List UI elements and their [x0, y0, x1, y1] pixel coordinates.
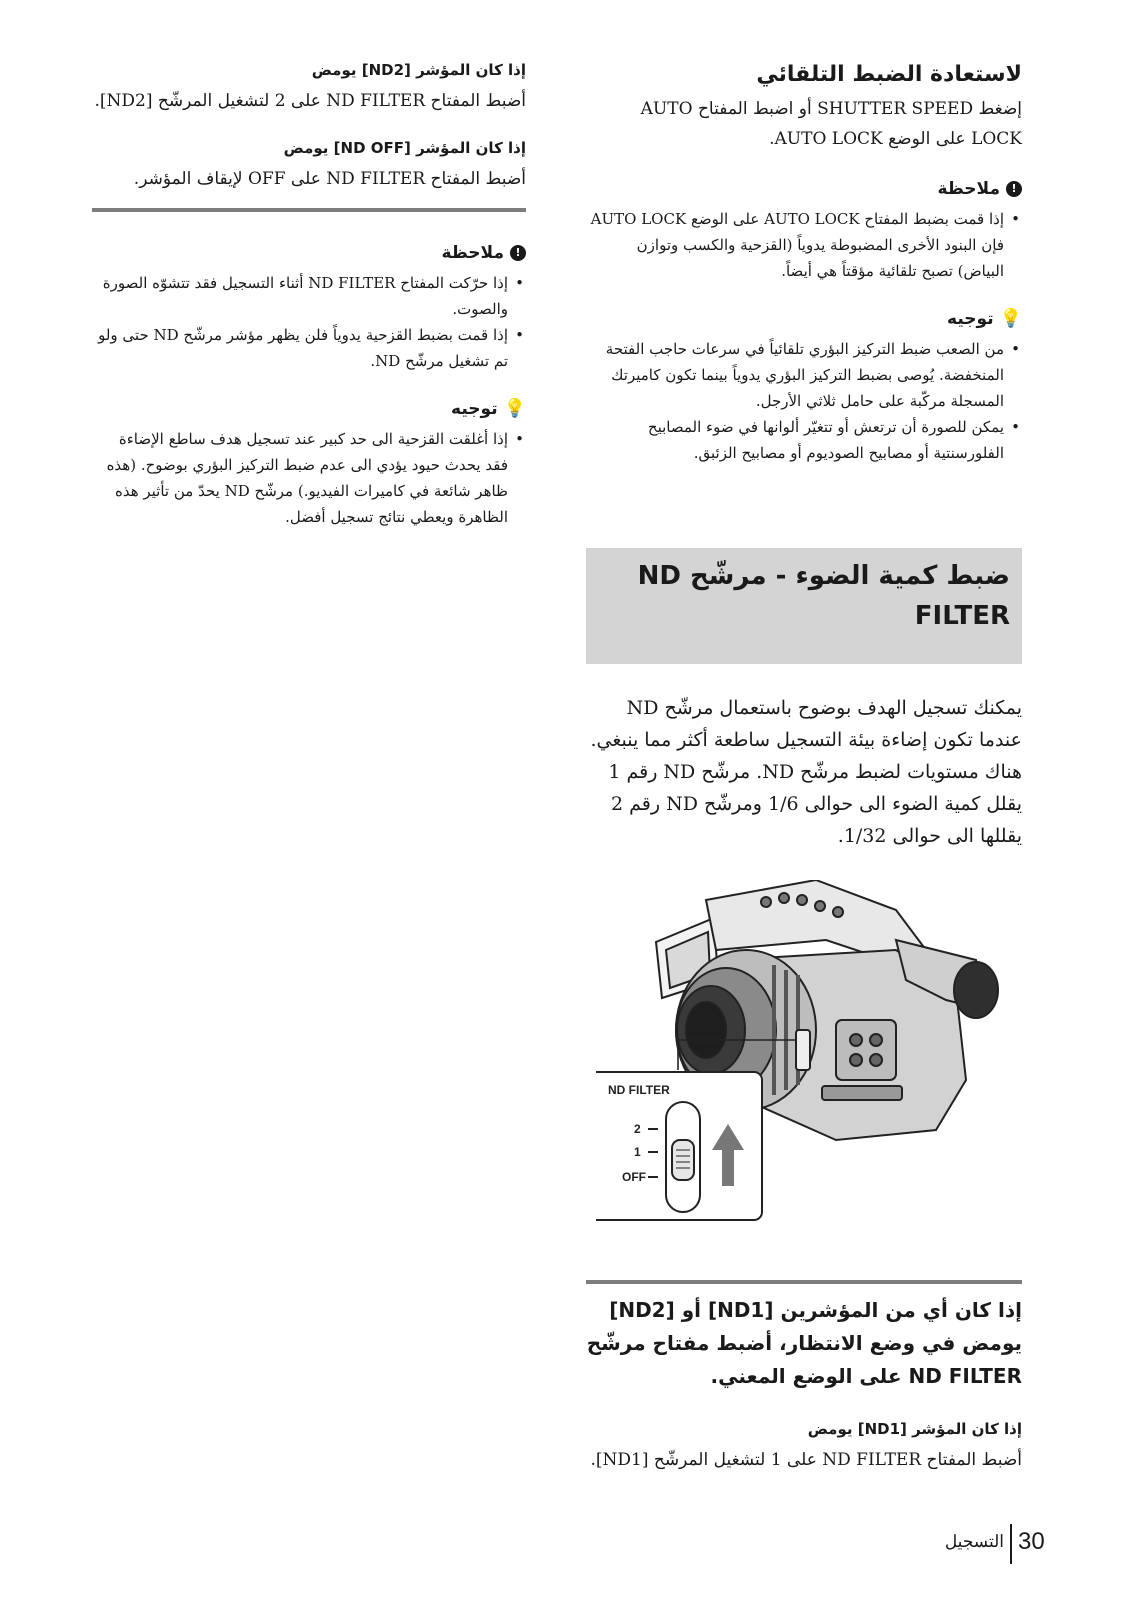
left-note-item: • إذا قمت بضبط القزحية يدوياً فلن يظهر مؤشر مرشّح ND حتى ولو تم تشغيل مرشّح ND. — [92, 322, 508, 374]
intro-text: يمكنك تسجيل الهدف بوضوح باستعمال مرشّح ND عندما تكون إضاءة بيئة التسجيل ساطعة أكثر مما ينبغي. هناك مستويات لضبط مرشّح ND. مرشّح ND رقم 1 يقلل كمية الضوء الى حوالى 1/6 ومرشّح ND رقم 2 يقللها الى حوالى 1/32. — [590, 697, 1022, 847]
left-note-item: • إذا حرّكت المفتاح ND FILTER أثناء التسجيل فقد تتشوّه الصورة والصوت. — [92, 270, 508, 322]
auto-restore-title: لاستعادة الضبط التلقائي — [756, 62, 1022, 87]
switch-position-off: OFF — [622, 1170, 646, 1184]
section-rule — [586, 1280, 1022, 1284]
switch-position-2: 2 — [634, 1122, 641, 1136]
camera-illustration — [596, 880, 1028, 1252]
left-tip-list — [92, 426, 526, 530]
ndoff-body: أضبط المفتاح ND FILTER على OFF لإيقاف المؤشر. — [133, 169, 526, 189]
tip-title: توجيه — [947, 309, 994, 329]
note-icon: ! — [510, 245, 526, 261]
page-footer — [920, 1524, 1050, 1564]
auto-restore-body: إضغط SHUTTER SPEED أو اضبط المفتاح AUTO LOCK على الوضع AUTO LOCK. — [640, 99, 1022, 149]
right-column — [586, 58, 1022, 466]
tip-heading — [586, 306, 1022, 332]
lightbulb-icon: 💡 — [503, 398, 526, 419]
left-tip-heading — [92, 396, 526, 422]
tip-item: • من الصعب ضبط التركيز البؤري تلقائياً في سرعات حاجب الفتحة المنخفضة. يُوصى بضبط التركيز البؤري يدوياً بينما تكون كاميرتك المسجلة مركّبة على حامل ثلاثي الأرجل. — [586, 336, 1004, 414]
indicator-flash-section — [586, 1280, 1022, 1475]
footer-section-label: التسجيل — [944, 1532, 1004, 1552]
intro-paragraph — [586, 692, 1022, 852]
nd-filter-switch-label: ND FILTER — [608, 1083, 670, 1097]
note-icon: ! — [1006, 181, 1022, 197]
note-title: ملاحظة — [937, 179, 1000, 199]
note-heading — [586, 176, 1022, 202]
switch-position-1: 1 — [634, 1145, 641, 1159]
left-note-list — [92, 270, 526, 374]
page-number: 30 — [1018, 1528, 1045, 1555]
nd2-heading: إذا كان المؤشر [ND2] يومض — [311, 61, 526, 79]
left-rule — [92, 208, 526, 212]
ndoff-heading: إذا كان المؤشر [ND OFF] يومض — [283, 139, 526, 157]
nd1-heading: إذا كان المؤشر [ND1] يومض — [807, 1420, 1022, 1438]
left-tip-item: • إذا أغلقت القزحية الى حد كبير عند تسجيل هدف ساطع الإضاءة فقد يحدث حيود يؤدي الى عدم ضبط التركيز البؤري بوضوح. (هذه ظاهر شائعة في كاميرات الفيديو.) مرشّح ND يحدّ من تأثير هذه الظاهرة ويعطي نتائج تسجيل أفضل. — [92, 426, 508, 530]
lightbulb-icon: 💡 — [999, 308, 1022, 329]
tip-list — [586, 336, 1022, 466]
nd2-body: أضبط المفتاح ND FILTER على 2 لتشغيل المرشّح [ND2]. — [94, 91, 526, 111]
note-item: • إذا قمت بضبط المفتاح AUTO LOCK على الوضع AUTO LOCK فإن البنود الأخرى المضبوطة يدوياً (القزحية والكسب وتوازن البياض) تصبح تلقائية مؤقتاً هي أيضاً. — [586, 206, 1004, 284]
section-header-box — [586, 548, 1022, 664]
nd1-body: أضبط المفتاح ND FILTER على 1 لتشغيل المرشّح [ND1]. — [590, 1450, 1022, 1470]
switch-knob — [672, 1140, 694, 1180]
note-list — [586, 206, 1022, 284]
left-note-heading — [92, 240, 526, 266]
left-column — [92, 58, 526, 530]
left-note-title: ملاحظة — [441, 243, 504, 263]
left-tip-title: توجيه — [451, 399, 498, 419]
tip-item: • يمكن للصورة أن ترتعش أو تتغيّر ألوانها في ضوء المصابيح الفلورسنتية أو مصابيح الصوديوم أو مصابيح الزئبق. — [586, 414, 1004, 466]
footer-divider — [1010, 1524, 1012, 1564]
section-title: ضبط كمية الضوء - مرشّح ND FILTER — [637, 561, 1010, 631]
indicator-flash-heading: إذا كان أي من المؤشرين [ND1] أو [ND2] يومض في وضع الانتظار، أضبط مفتاح مرشّح ND FILTER على الوضع المعني. — [586, 1298, 1022, 1388]
